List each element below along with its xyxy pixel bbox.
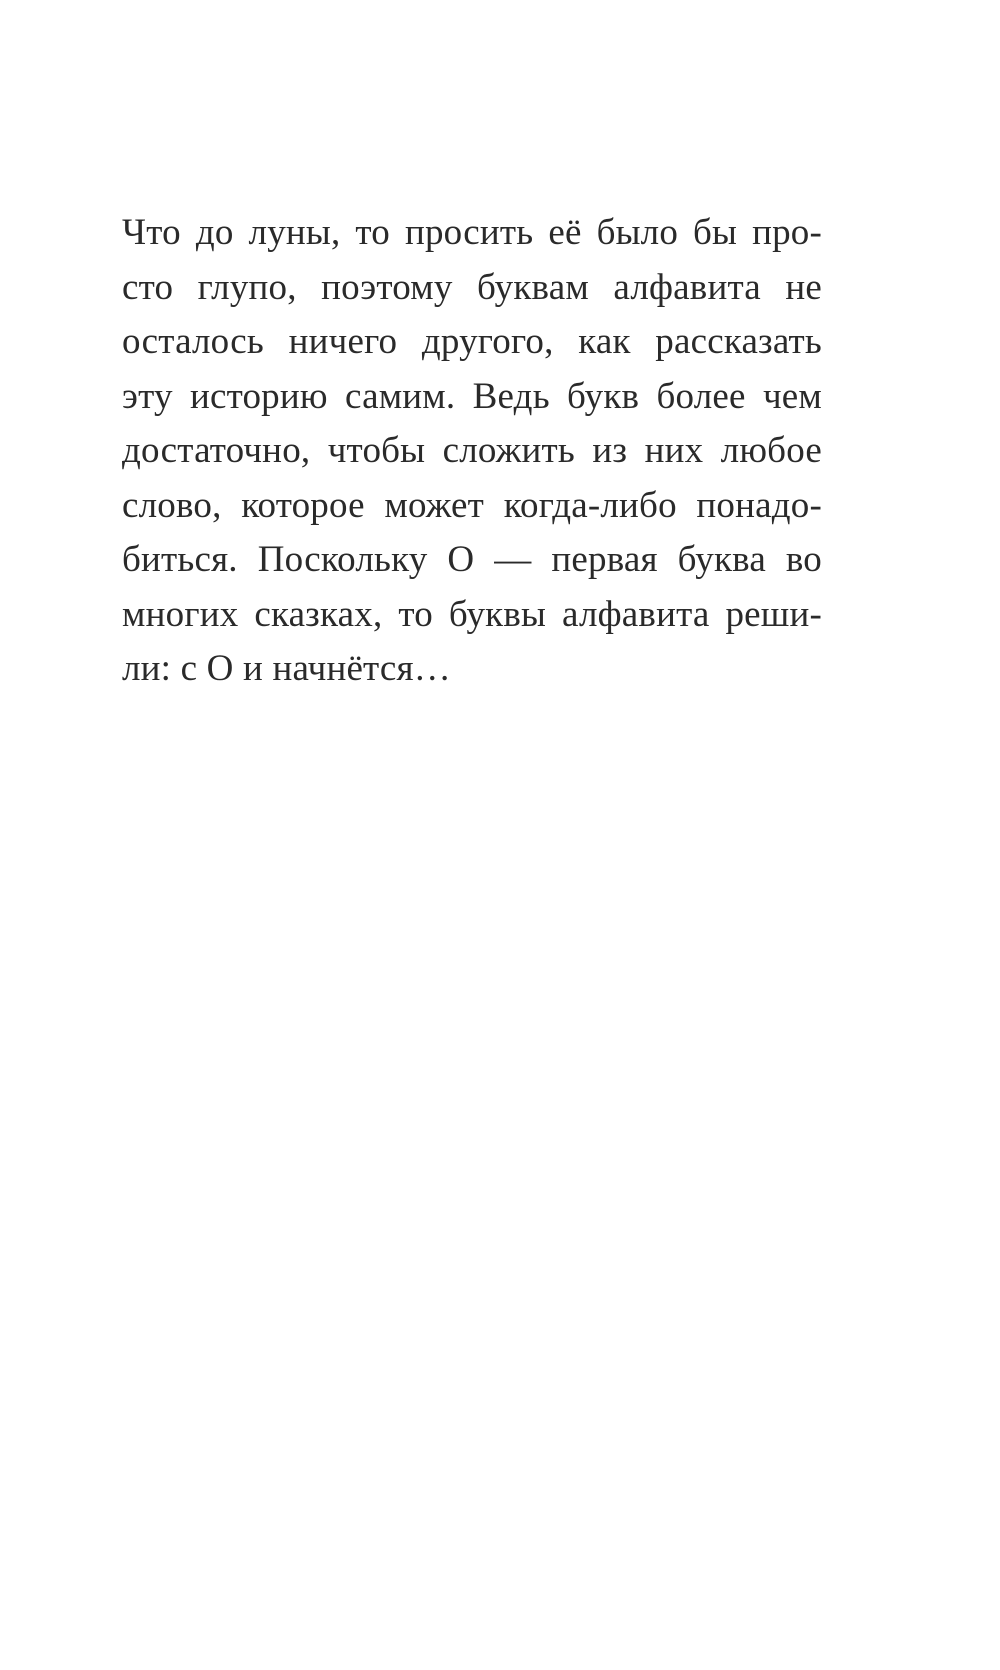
paragraph-line-8: многих сказках, то буквы алфавита реши- xyxy=(122,593,822,635)
paragraph-line-6: слово, которое может когда-либо понадо- xyxy=(122,484,822,526)
paragraph xyxy=(122,206,822,697)
paragraph-line-4: эту историю самим. Ведь букв более чем xyxy=(122,375,822,417)
paragraph-line-9: ли: с О и начнётся… xyxy=(122,648,451,689)
paragraph-line-7: биться. Поскольку О — первая буква во xyxy=(122,539,822,580)
paragraph-line-5: достаточно, чтобы сложить из них любое xyxy=(122,430,822,471)
paragraph-line-2: сто глупо, поэтому буквам алфавита не xyxy=(122,266,822,308)
paragraph-line-1: Что до луны, то просить её было бы про- xyxy=(122,212,822,253)
paragraph-line-3: осталось ничего другого, как рассказать xyxy=(122,321,822,362)
